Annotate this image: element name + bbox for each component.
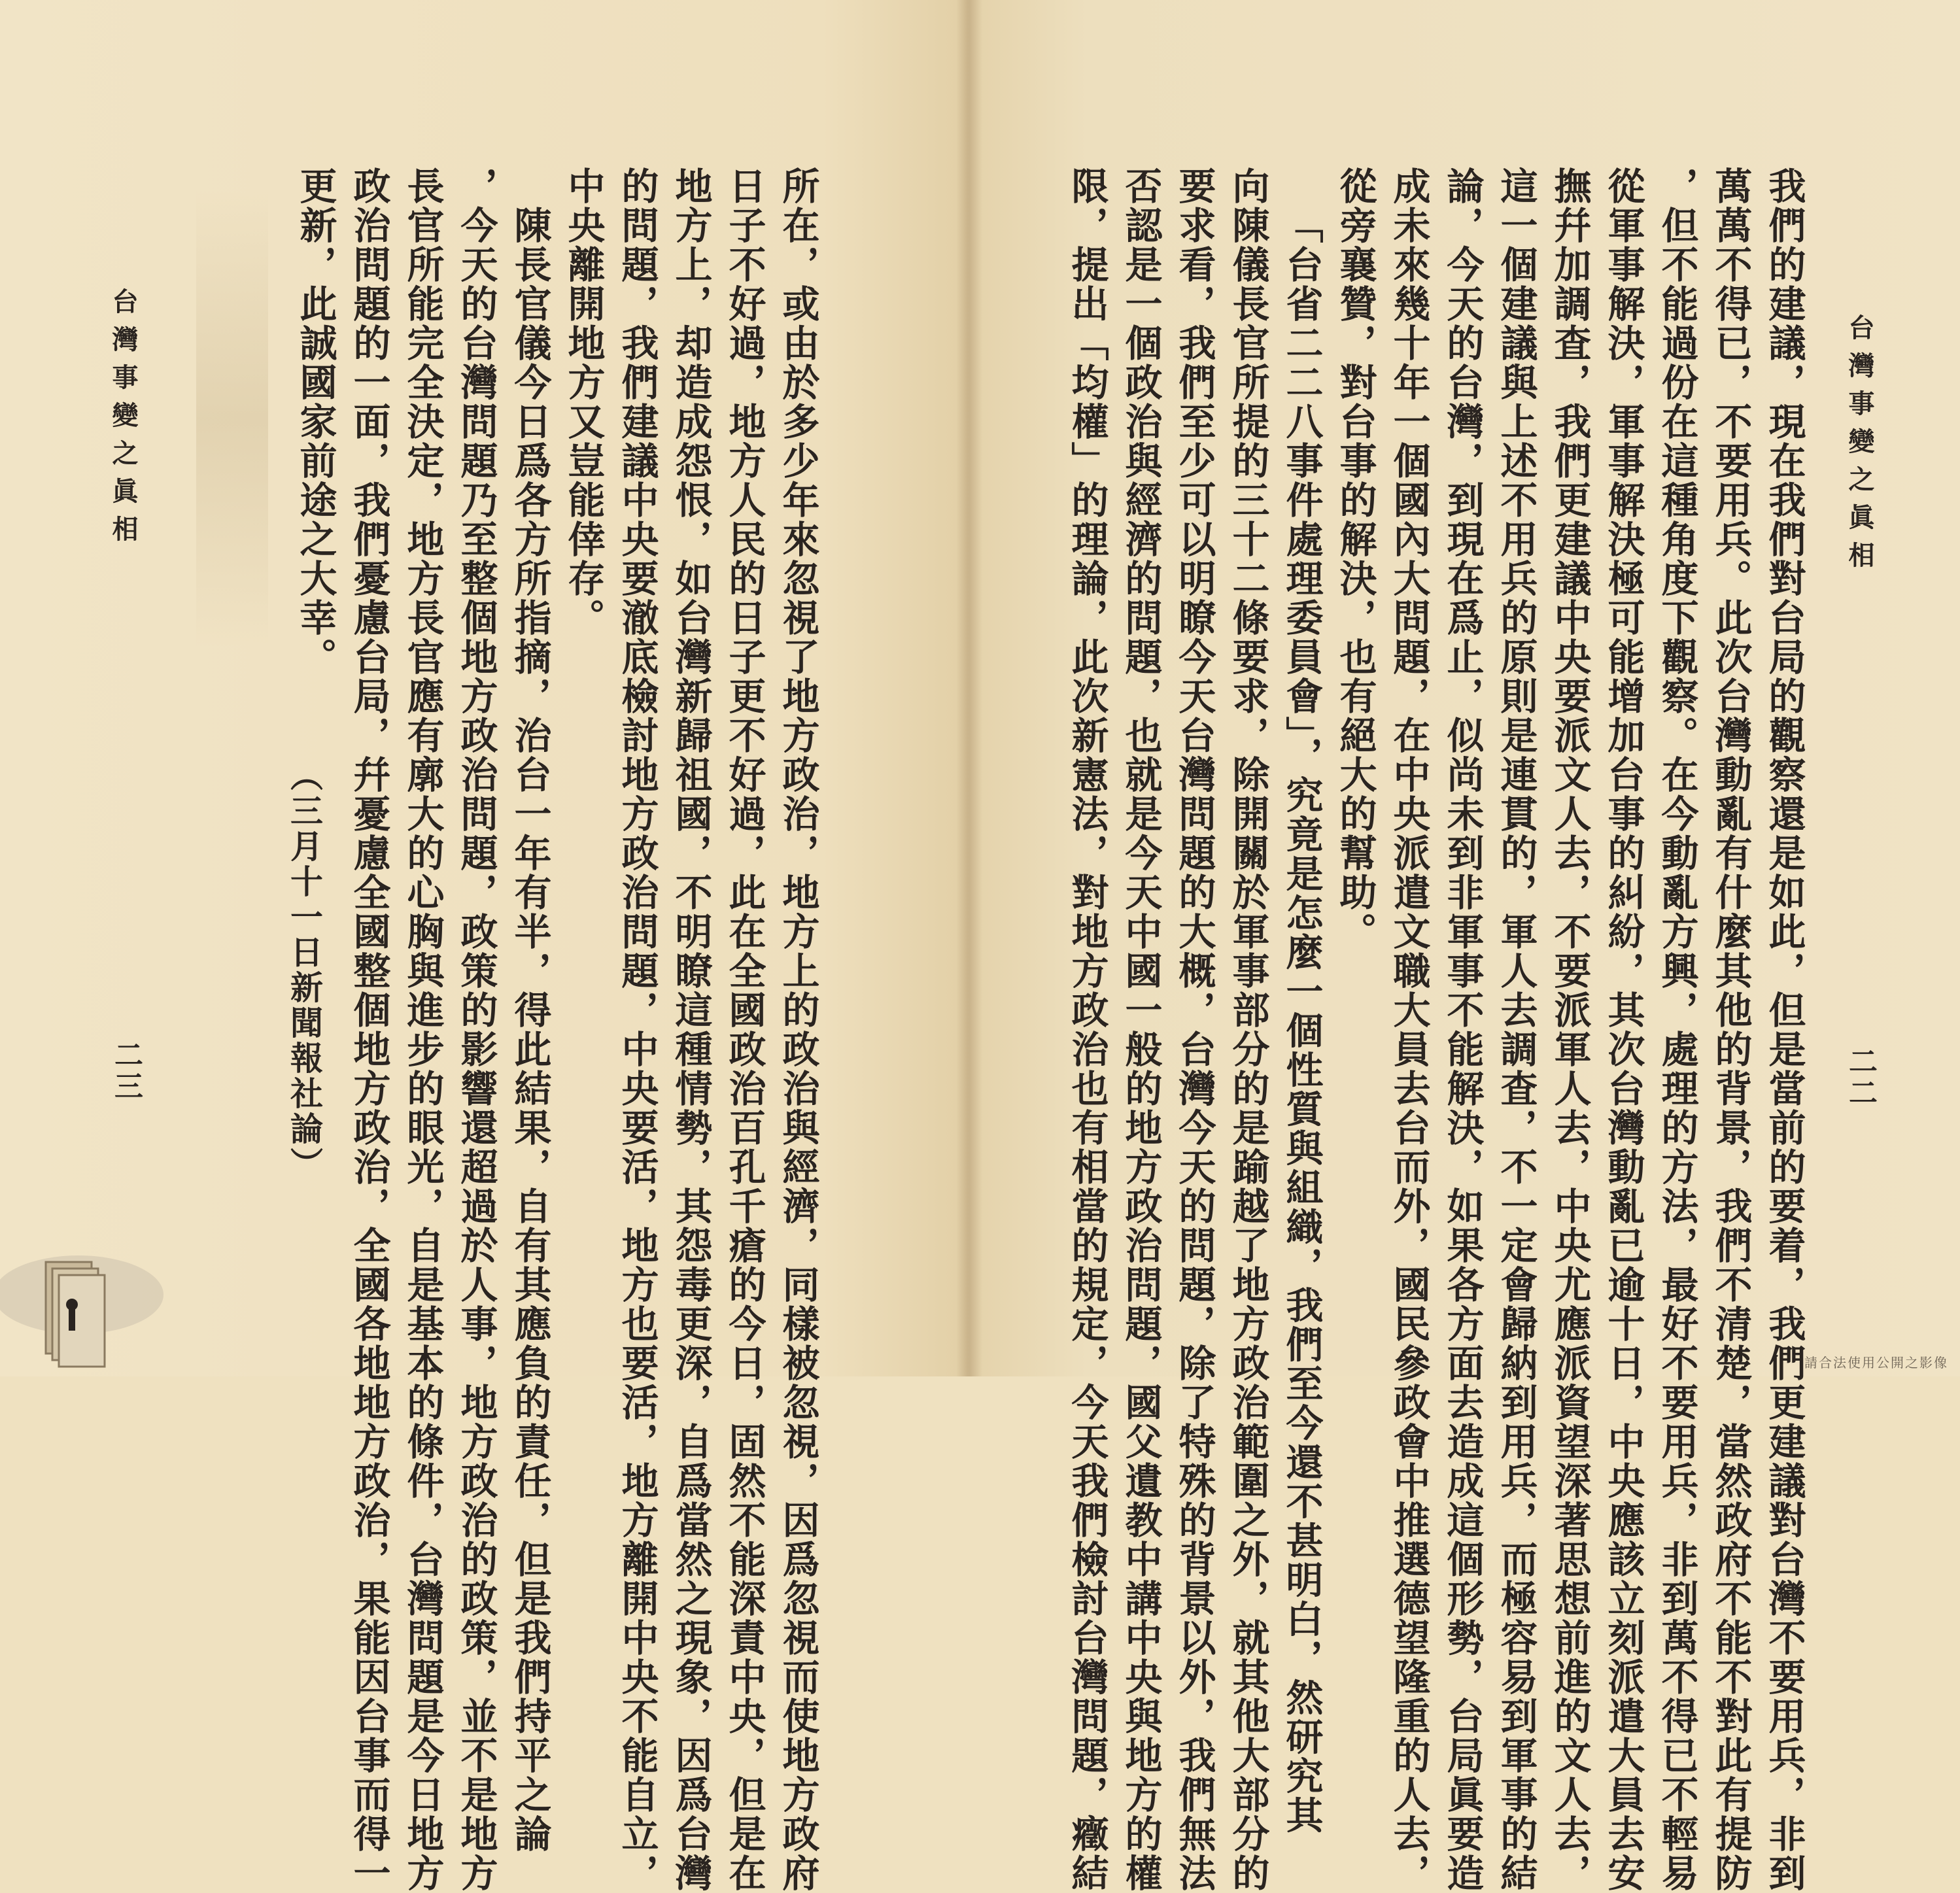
library-logo-icon	[0, 1242, 163, 1376]
text-column: 所在，或由於多少年來忽視了地方政治，地方上的政治與經濟，同樣被忽視，因爲忽視而使地方政府	[776, 167, 820, 1893]
page-number-right: 二二	[1844, 1046, 1877, 1109]
text-column: 長官所能完全決定，地方長官應有廓大的心胸與進步的眼光，自是基本的條件，台灣問題是今日地方	[401, 167, 445, 1893]
text-column: 成未來幾十年一個國內大問題，在中央派遣文職大員去台而外，國民參政會中推選德望隆重的人去，	[1387, 167, 1431, 1893]
running-title-right: 台灣事變之眞相	[1844, 314, 1874, 579]
book-gutter	[956, 0, 982, 1376]
text-column: 從旁襄贊，對台事的解決，也有絕大的幫助。	[1333, 167, 1377, 951]
text-column: 限，提出「均權」的理論，此次新憲法，對地方政治也有相當的規定，今天我們檢討台灣問題，癥結	[1065, 167, 1109, 1893]
text-column: 更新，此誠國家前途之大幸。	[294, 167, 337, 677]
text-column: 政治問題的一面，我們憂慮台局，幷憂慮全國整個地方政治，全國各地地方政治，果能因台事而得一	[347, 167, 391, 1893]
text-column: ，但不能過份在這種角度下觀察。在今動亂方興，處理的方法，最好不要用兵，非到萬不得已不輕易	[1655, 167, 1699, 1893]
source-note: （三月十一日新聞報社論）	[285, 759, 324, 1182]
text-column: 的問題，我們建議中央要澈底檢討地方政治問題，中央要活，地方也要活，地方離開中央不能自立，	[615, 167, 659, 1893]
page-number-left: 二三	[109, 1040, 143, 1102]
text-column: 陳長官儀今日爲各方所指摘，治台一年有半，得此結果，自有其應負的責任，但是我們持平之論	[508, 206, 552, 1854]
faded-bleedthrough	[196, 190, 268, 647]
text-column: 「台省二二八事件處理委員會」，究竟是怎麼一個性質與組織，我們至今還不甚明白，然研究其	[1280, 206, 1324, 1835]
text-column: 日子不好過，地方人民的日子更不好過，此在全國政治百孔千瘡的今日，固然不能深責中央，但是在	[723, 167, 766, 1893]
text-column: 向陳儀長官所提的三十二條要求，除開關於軍事部分的是踰越了地方政治範圍之外，就其他大部分的	[1226, 167, 1270, 1893]
usage-watermark: 請合法使用公開之影像	[1804, 1355, 1948, 1371]
text-column: 要求看，我們至少可以明瞭今天台灣問題的大概，台灣今天的問題，除了特殊的背景以外，我們無法	[1173, 167, 1216, 1893]
text-column: 我們的建議，現在我們對台局的觀察還是如此，但是當前的要着，我們更建議對台灣不要用兵，非到	[1762, 167, 1806, 1893]
text-column: 從軍事解決，軍事解決極可能增加台事的糾紛，其次台灣動亂已逾十日，中央應該立刻派遣大員去安	[1602, 167, 1645, 1893]
text-column: ，今天的台灣問題乃至整個地方政治問題，政策的影響還超過於人事，地方政治的政策，並不是地方	[455, 167, 498, 1893]
running-title-left: 台灣事變之眞相	[108, 288, 138, 553]
text-column: 這一個建議與上述不用兵的原則是連貫的，軍人去調査，不一定會歸納到用兵，而極容易到軍事的結	[1494, 167, 1538, 1893]
text-column: 否認是一個政治與經濟的問題，也就是今天中國一般的地方政治問題，國父遺教中講中央與地方的權	[1119, 167, 1163, 1893]
text-column: 中央離開地方又豈能倖存。	[562, 167, 606, 638]
text-column: 撫幷加調査，我們更建議中央要派文人去，不要派軍人去，中央尤應派資望深著思想前進的文人去，	[1548, 167, 1592, 1893]
text-column: 論，今天的台灣，到現在爲止，似尚未到非軍事不能解決，如果各方面去造成這個形勢，台局眞要造	[1441, 167, 1485, 1893]
text-column: 萬萬不得已，不要用兵。此次台灣動亂有什麼其他的背景，我們不清楚，當然政府不能不對此有提防	[1709, 167, 1753, 1893]
text-column: 地方上，却造成怨恨，如台灣新歸祖國，不明瞭這種情勢，其怨毒更深，自爲當然之現象，因爲台灣	[669, 167, 713, 1893]
